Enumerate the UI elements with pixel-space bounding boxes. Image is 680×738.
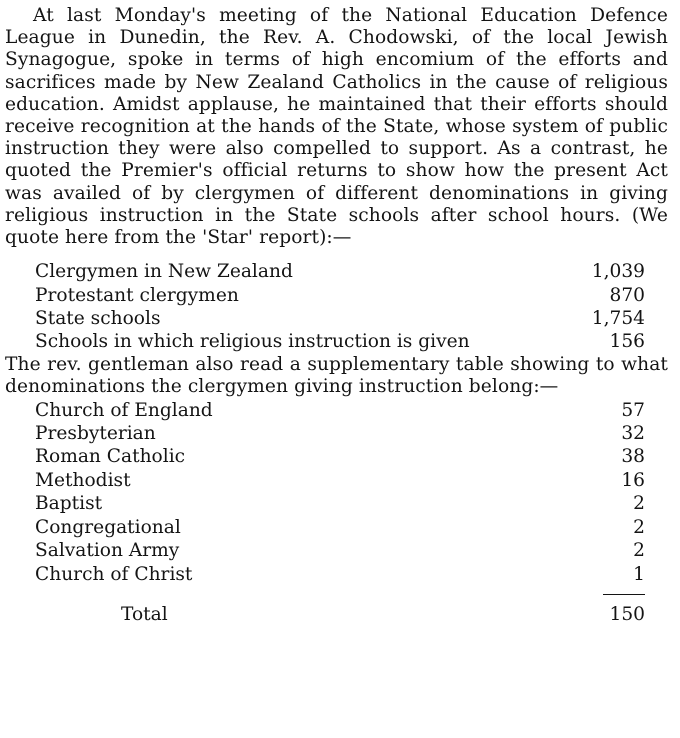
row-value: 1,039: [591, 261, 645, 283]
total-label: Total: [121, 603, 168, 625]
table-row: [5, 492, 645, 515]
row-label: State schools: [35, 308, 161, 330]
row-value: 870: [609, 284, 645, 306]
row-value: 1: [633, 563, 645, 585]
table-row: [5, 284, 645, 307]
table-row: [5, 469, 645, 492]
row-label: Presbyterian: [35, 423, 156, 445]
row-value: 156: [609, 331, 645, 353]
row-value: 32: [621, 423, 645, 445]
row-label: Methodist: [35, 469, 131, 491]
denomination-table: [5, 399, 645, 586]
row-label: Church of Christ: [35, 563, 193, 585]
total-rule: [603, 594, 645, 595]
table-row: [5, 422, 645, 445]
table-row: [5, 563, 645, 586]
total-value: 150: [609, 603, 645, 625]
table-row: [5, 330, 645, 353]
row-label: Church of England: [35, 399, 213, 421]
table-row: [5, 445, 645, 468]
row-label: Protestant clergymen: [35, 284, 239, 306]
table-row: [5, 539, 645, 562]
row-label: Roman Catholic: [35, 446, 186, 468]
table-row: [5, 516, 645, 539]
row-value: 2: [633, 493, 645, 515]
row-value: 1,754: [591, 308, 645, 330]
table-row: [5, 307, 645, 330]
row-value: 2: [633, 540, 645, 562]
row-value: 2: [633, 516, 645, 538]
row-value: 38: [621, 446, 645, 468]
row-label: Baptist: [35, 493, 103, 515]
row-label: Schools in which religious instruction is given: [35, 331, 470, 353]
row-label: Clergymen in New Zealand: [35, 261, 293, 283]
second-paragraph: The rev. gentleman also read a supplementary table showing to what denominations the clergymen giving instruction belong:—: [5, 353, 668, 398]
table-row: [5, 260, 645, 283]
row-value: 57: [621, 399, 645, 421]
intro-paragraph: At last Monday's meeting of the National Education Defence League in Dunedin, the Rev. A. Chodowski, of the local Jewish Synagogue, spoke in terms of high encomium of the efforts and sacrifices made by New Zealand Catholics in the cause of religious education. Amidst applause, he maintained that their efforts should receive recognition at the hands of the State, whose system of public instruction they were also compelled to support. As a contrast, he quoted the Premier's official returns to show how the present Act was availed of by clergymen of different denominations in giving religious instruction in the State schools after school hours. (We quote here from the 'Star' report):—: [5, 5, 668, 249]
total-row: [5, 603, 645, 626]
row-value: 16: [621, 469, 645, 491]
row-label: Salvation Army: [35, 540, 180, 562]
row-label: Congregational: [35, 516, 181, 538]
summary-table: [5, 260, 645, 354]
table-row: [5, 399, 645, 422]
